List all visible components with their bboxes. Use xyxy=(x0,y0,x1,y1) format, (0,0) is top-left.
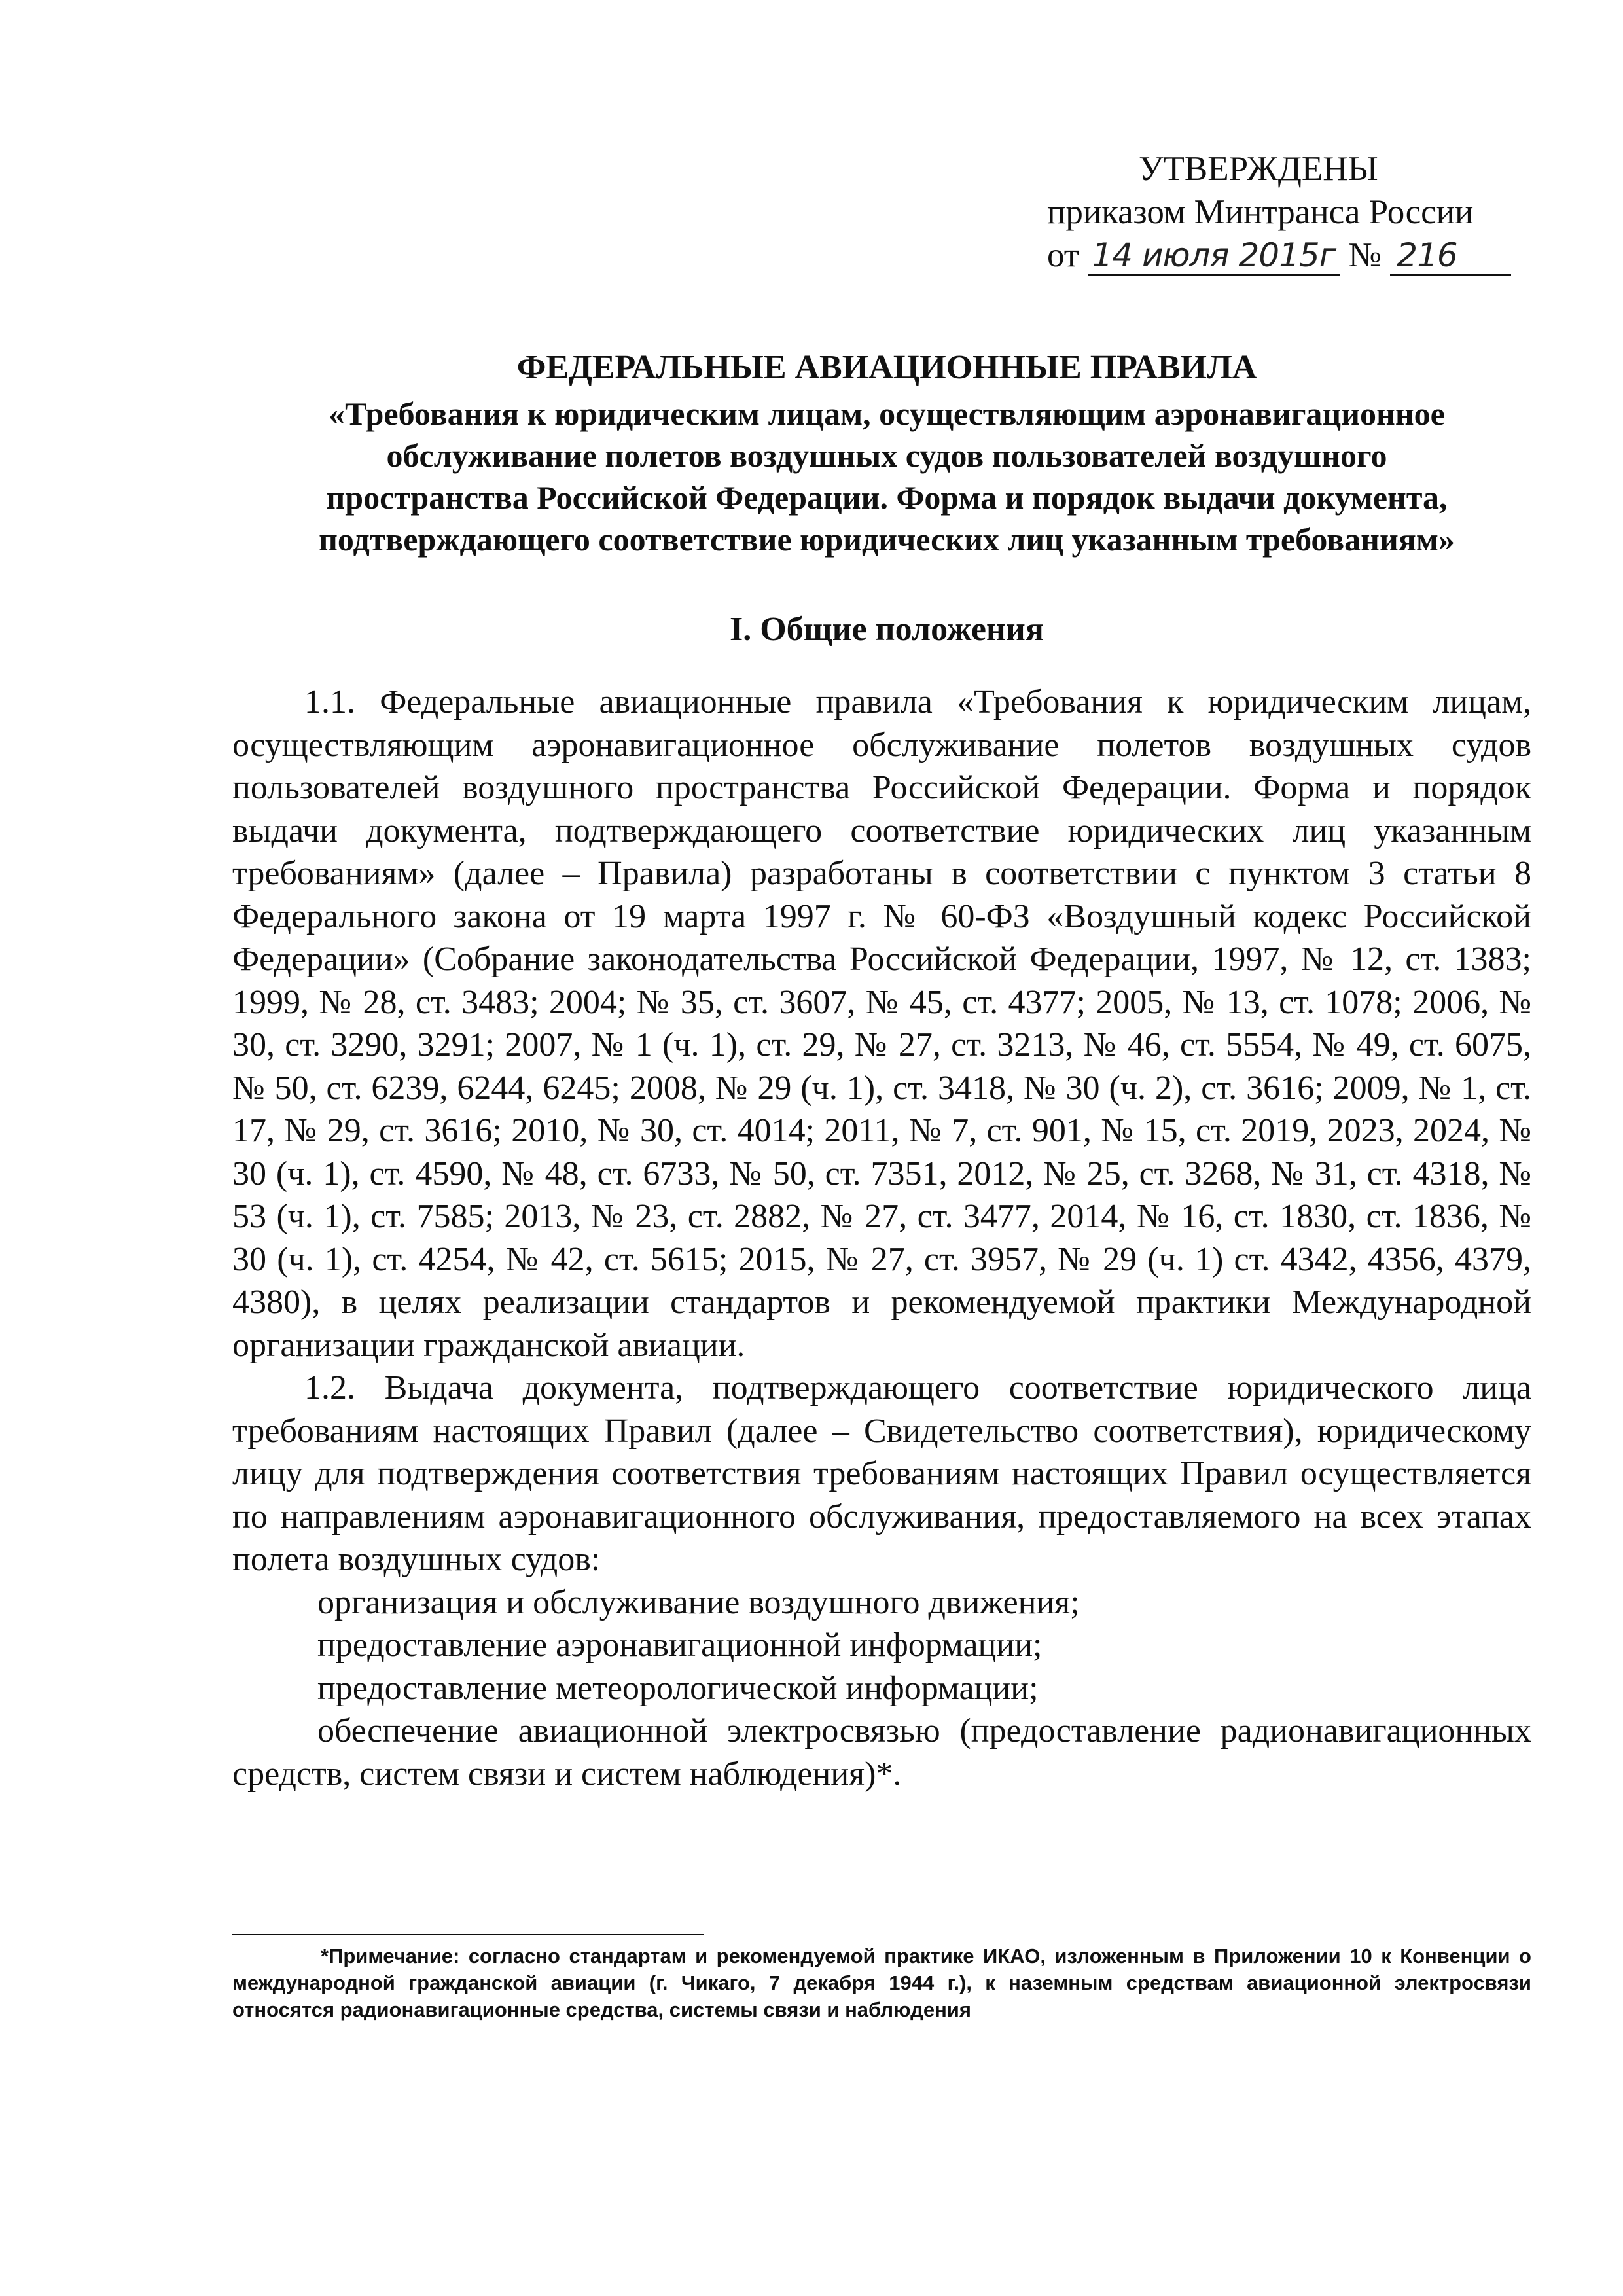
title-line-3: пространства Российской Федерации. Форма и порядок выдачи документа, xyxy=(326,479,1448,516)
paragraph-1-1: 1.1. Федеральные авиационные правила «Требования к юридическим лицам, осуществляющим аэронавигационное обслуживание полетов воздушных судов пользователей воздушного пространства Российской Федерации. Форма и порядок выдачи документа, подтверждающего соответствие юридических лиц указанным требованиям» (далее – Правила) разработаны в соответствии с пунктом 3 статьи 8 Федерального закона от 19 марта 1997 г. № 60-ФЗ «Воздушный кодекс Российской Федерации» (Собрание законодательства Российской Федерации, 1997, № 12, ст. 1383; 1999, № 28, ст. 3483; 2004; № 35, ст. 3607, № 45, ст. 4377; 2005, № 13, ст. 1078; 2006, № 30, ст. 3290, 3291; 2007, № 1 (ч. 1), ст. 29, № 27, ст. 3213, № 46, ст. 5554, № 49, ст. 6075, № 50, ст. 6239, 6244, 6245; 2008, № 29 (ч. 1), ст. 3418, № 30 (ч. 2), ст. 3616; 2009, № 1, ст. 17, № 29, ст. 3616; 2010, № 30, ст. 4014; 2011, № 7, ст. 901, № 15, ст. 2019, 2023, 2024, № 30 (ч. 1), ст. 4590, № 48, ст. 6733, № 50, ст. 7351, 2012, № 25, ст. 3268, № 31, ст. 4318, № 53 (ч. 1), ст. 7585; 2013, № 23, ст. 2882, № 27, ст. 3477, 2014, № 16, ст. 1830, ст. 1836, № 30 (ч. 1), ст. 4254, № 42, ст. 5615; 2015, № 27, ст. 3957, № 29 (ч. 1) ст. 4342, 4356, 4379, 4380), в целях реализации стандартов и рекомендуемой практики Международной организации гражданской авиации. xyxy=(232,683,1531,1364)
list-item: обеспечение авиационной электросвязью (предоставление радионавигационных средств, систем связи и систем наблюдения)*. xyxy=(232,1712,1531,1793)
document-title xyxy=(232,347,1541,560)
list-item: предоставление метеорологической информации; xyxy=(317,1669,1039,1707)
title-line-2: обслуживание полетов воздушных судов пользователей воздушного xyxy=(386,437,1387,474)
title-line-1: «Требования к юридическим лицам, осуществляющим аэронавигационное xyxy=(329,395,1445,432)
approval-handwritten-date: 14 июля 2015г xyxy=(1088,237,1340,276)
title-line-4: подтверждающего соответствие юридических лиц указанным требованиям» xyxy=(319,521,1455,558)
approval-handwritten-number: 216 xyxy=(1390,237,1511,276)
document-body xyxy=(232,681,1531,1795)
approval-heading: УТВЕРЖДЕНЫ xyxy=(1139,150,1378,188)
approval-stamp xyxy=(1047,147,1544,277)
list-item: предоставление аэронавигационной информации; xyxy=(317,1626,1043,1664)
section-heading: I. Общие положения xyxy=(730,611,1044,648)
footnote-text: *Примечание: согласно стандартам и рекомендуемой практике ИКАО, изложенным в Приложении 10 к Конвенции о международной гражданской авиации (г. Чикаго, 7 декабря 1944 г.), к наземным средствам авиационной электросвязи относятся радионавигационные средства, системы связи и наблюдения xyxy=(232,1945,1531,2021)
paragraph-1-2: 1.2. Выдача документа, подтверждающего соответствие юридического лица требованиям настоящих Правил (далее – Свидетельство соответствия), юридическому лицу для подтверждения соответствия требованиям настоящих Правил осуществляется по направлениям аэронавигационного обслуживания, предоставляемого на всех этапах полета воздушных судов: xyxy=(232,1369,1531,1578)
footnote-divider xyxy=(232,1934,704,1935)
footnote xyxy=(232,1943,1531,2023)
approval-order-line: приказом Минтранса России xyxy=(1047,193,1474,231)
approval-date-line xyxy=(1047,234,1544,277)
title-line-0: ФЕДЕРАЛЬНЫЕ АВИАЦИОННЫЕ ПРАВИЛА xyxy=(516,349,1257,386)
approval-number-sign: № xyxy=(1348,236,1382,274)
list-item: организация и обслуживание воздушного движения; xyxy=(317,1583,1080,1621)
approval-from-label: от xyxy=(1047,236,1079,274)
